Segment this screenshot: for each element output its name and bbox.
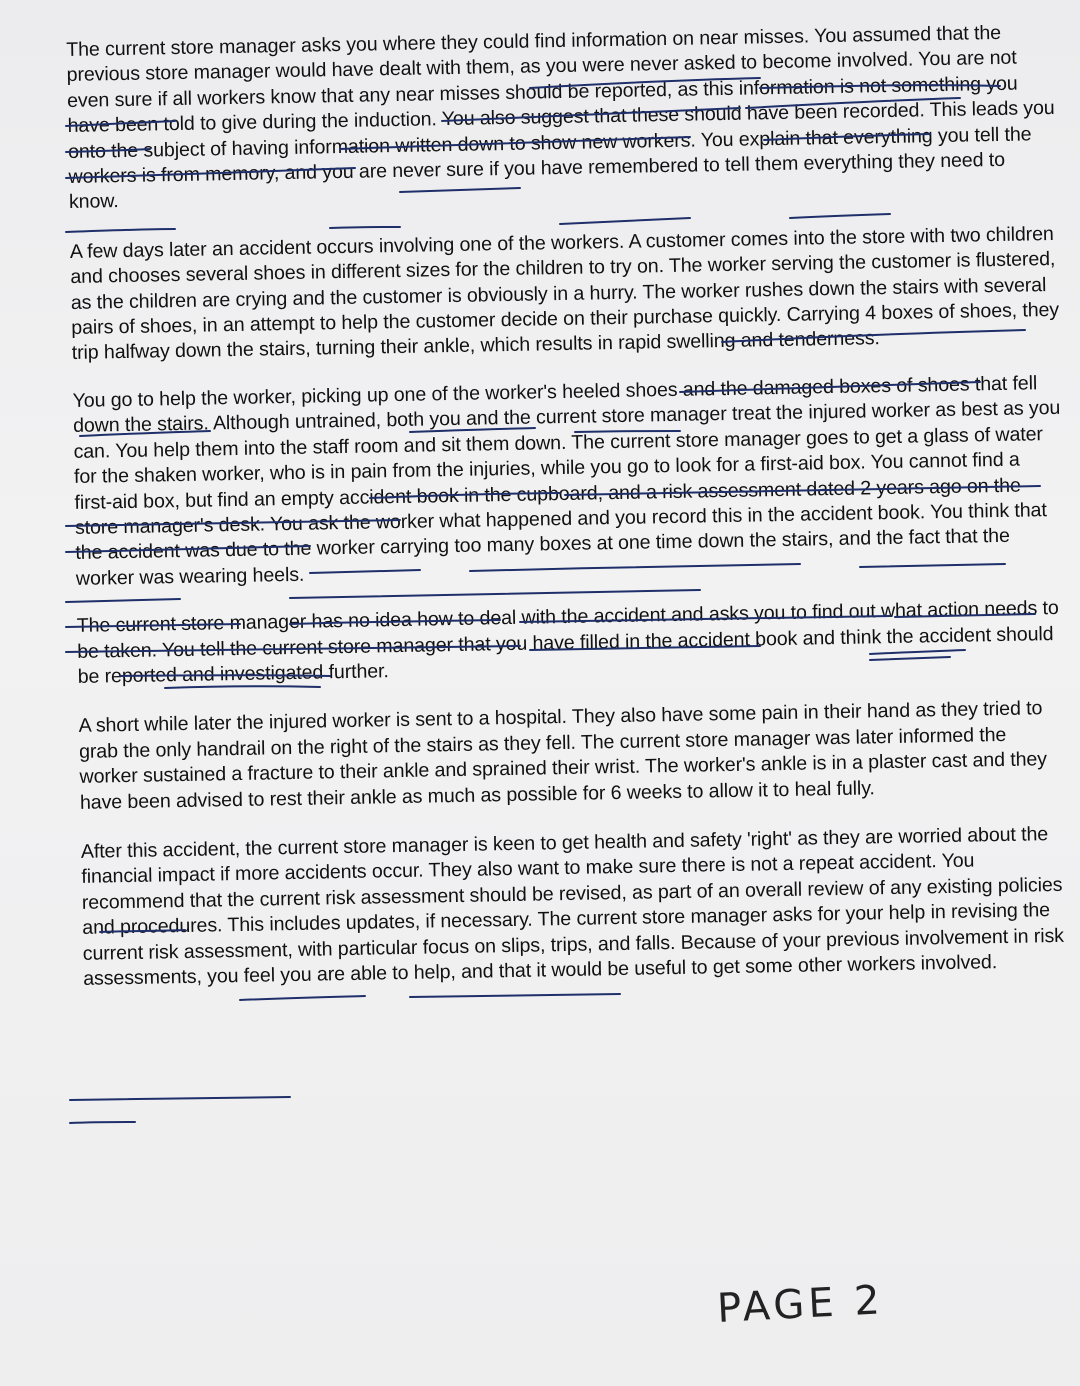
handwritten-page-label: PAGE 2 xyxy=(716,1277,885,1332)
paragraph-helping-worker: You go to help the worker, picking up one of the worker's heeled shoes and the damaged boxes of shoes that fell down the stairs. Although untrained, both you and the current store manager treat the injured worker as best as you can. You help them into the staff room and sit them down. The current store manager goes to get a glass of water for the shaken worker, who is in pain from the injuries, while you go to look for a first-aid box. You cannot find a first-aid box, but find an empty accident book in the cupboard, and a risk assessment dated 2 years ago on the store manager's desk. You ask the worker what happened and you record this in the accident book. You think that the accident was due to the worker carrying too many boxes at one time down the stairs, and the fact that the worker was wearing heels. xyxy=(72,372,1061,590)
paragraph-manager-action: The current store manager has no idea how to deal with the accident and asks you to find out what action needs to be taken. You tell the current store manager that you have filled in the accident book and think the accident should be reported and investigated further. xyxy=(76,597,1059,688)
paragraph-hospital: A short while later the injured worker is sent to a hospital. They also have some pain in their hand as they tried to grab the only handrail on the right of the stairs as they fell. The current store manager was later informed the worker sustained a fracture to their ankle and sprained their wrist. The worker's ankle is in a plaster cast and they have been advised to rest their ankle as much as possible for 6 weeks to allow it to heal fully. xyxy=(78,697,1048,814)
paragraph-risk-assessment: After this accident, the current store manager is keen to get health and safety 'right' as they are worried about the financial impact if more accidents occur. They also want to make sure there is not a repeat accident. You recommend that the current risk assessment should be revised, as part of an overall review of any existing policies and procedures. This includes updates, if necessary. The current store manager asks for your help in revising the current risk assessment, with particular focus on slips, trips, and falls. Because of your previous involvement in risk assessments, you feel you are able to help, and that it would be useful to get some other workers involved. xyxy=(80,823,1065,990)
paragraph-accident-occurs: A few days later an accident occurs involving one of the workers. A customer comes into the store with two children and chooses several shoes in different sizes for the children to try on. The worker serving the customer is flustered, as the children are crying and the customer is obviously in a hurry. The worker rushes down the stairs with several pairs of shoes, in an attempt to help the customer decide on their purchase quickly. Carrying 4 boxes of shoes, they trip halfway down the stairs, turning their ankle, which results in rapid swelling and tenderness. xyxy=(69,222,1060,365)
paragraph-near-misses: The current store manager asks you where they could find information on near misses. You assumed that the previous store manager would have dealt with them, as you were never asked to become involved. You are not even sure if all workers know that any near misses should be reported, as this information is not something you have been told to give during the induction. You also suggest that these should have been recorded. This leads you onto the subject of having information written down to show new workers. You explain that everything you tell the workers is from memory, and you are never sure if you have remembered to tell them everything they need to know. xyxy=(66,21,1055,214)
document-body xyxy=(66,20,1072,1017)
pen-underline xyxy=(70,1097,290,1100)
pen-underline xyxy=(70,1122,135,1123)
